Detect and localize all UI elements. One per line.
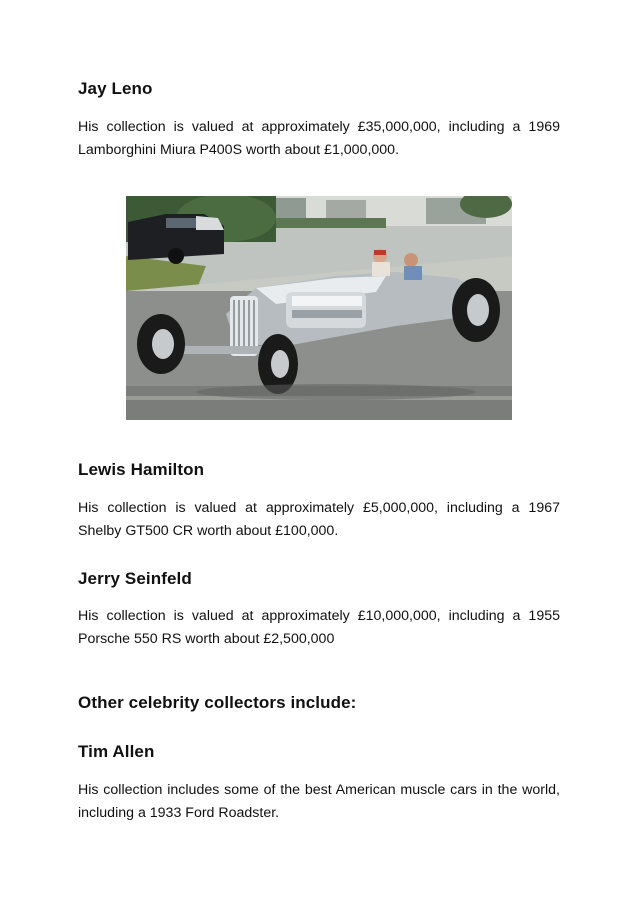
heading-jerry-seinfeld: Jerry Seinfeld [78, 569, 192, 588]
paragraph-jerry-seinfeld: His collection is valued at approximately £10,000,000, including a 1955 Porsche 550 RS worth about £2,500,000 [78, 608, 560, 647]
heading-tim-allen: Tim Allen [78, 742, 155, 761]
paragraph-jay-leno: His collection is valued at approximately £35,000,000, including a 1969 Lamborghini Miura P400S worth about £1,000,000. [78, 119, 560, 158]
heading-lewis-hamilton: Lewis Hamilton [78, 460, 205, 479]
paragraph-tim-allen: His collection includes some of the best American muscle cars in the world, including a 1933 Ford Roadster. [78, 782, 560, 821]
heading-jay-leno: Jay Leno [78, 79, 153, 98]
heading-other-collectors: Other celebrity collectors include: [78, 693, 357, 712]
car-photo [126, 196, 512, 420]
paragraph-lewis-hamilton: His collection is valued at approximately £5,000,000, including a 1967 Shelby GT500 CR worth about £100,000. [78, 500, 560, 539]
